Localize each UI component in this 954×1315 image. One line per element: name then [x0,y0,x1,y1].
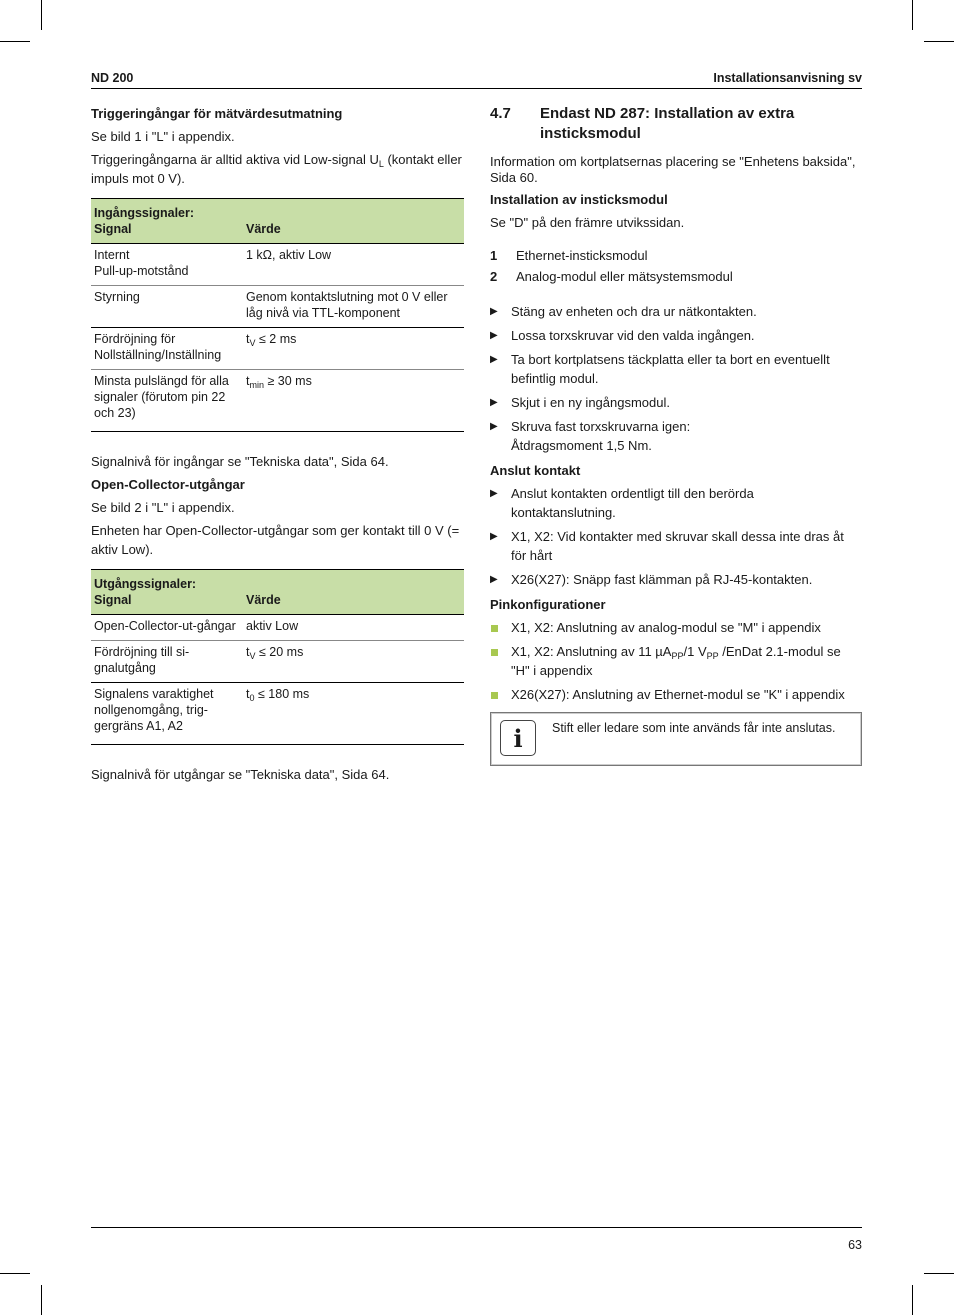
arrow-icon: ▶ [490,397,498,408]
open-collector-desc: Enheten har Open-Collector-utgångar som ger kontakt till 0 V (= aktiv Low). [91,523,460,557]
list-item: 1 Ethernet-insticksmodul [490,248,648,263]
arrow-icon: ▶ [490,330,498,341]
arrow-icon: ▶ [490,488,498,499]
table-header-signal: Ingångssignaler: Signal [91,199,243,244]
input-signals-table [91,198,464,432]
right-column [490,104,862,766]
list-item: ▶ X26(X27): Snäpp fast klämman på RJ-45-kontakten. [490,572,813,587]
page-footer [91,1227,862,1252]
trigger-desc: Triggeringångarna är alltid aktiva vid Low-signal $U_L$ (kontakt eller impuls mot 0 V). [91,152,462,186]
list-item: X1, X2: Anslutning av analog-modul se "M" i appendix [490,618,862,637]
page-header [91,68,862,89]
output-signals-table [91,569,464,745]
table-row: Fördröjning till si-gnalutgång $t_V \le 20$ ms [91,641,464,683]
install-ref: Se "D" på den främre utvikssidan. [490,215,685,230]
info-note [490,712,862,766]
header-doc-name: ND 200 [91,71,134,85]
bullet-icon [490,685,511,704]
slot-info: Information om kortplatsernas placering se "Enhetens baksida", Sida 60. [490,154,856,185]
list-item: X1, X2: Anslutning av 11 µA$_{PP}$/1 $V_{PP}$ /EnDat 2.1-modul se "H" i appendix [490,642,862,680]
table-row: Internt Pull-up-motstånd 1 kΩ, aktiv Low [91,244,464,286]
crop-mark [924,41,954,42]
list-item: ▶ Anslut kontakten ordentligt till den berörda kontaktanslutning. [490,486,754,520]
info-icon: i [500,720,536,756]
install-steps [490,302,862,455]
crop-mark [912,1285,913,1315]
arrow-icon: ▶ [490,354,498,365]
connect-heading: Anslut kontakt [490,463,581,478]
numbered-list [490,246,862,286]
section-heading [490,104,862,144]
pin-config-heading: Pinkonfigurationer [490,597,606,612]
list-item: ▶ Skjut i en ny ingångsmodul. [490,395,670,410]
table-header-value: Värde [243,199,464,244]
list-item: ▶ X1, X2: Vid kontakter med skruvar skall dessa inte dras åt för hårt [490,529,844,563]
header-doc-title: Installationsanvisning sv [713,71,862,85]
table-row: Minsta pulslängd för alla signaler (förutom pin 22 och 23) $t_{min} \ge 30$ ms [91,370,464,432]
arrow-icon: ▶ [490,574,498,585]
pin-config-list [490,618,862,704]
list-item: ▶ Ta bort kortplatsens täckplatta eller ta bort en eventuellt befintlig modul. [490,352,830,386]
note-text: Stift eller ledare som inte används får inte anslutas. [552,721,836,735]
crop-mark [41,0,42,30]
page-number: 63 [848,1238,862,1252]
list-item: ▶ Skruva fast torxskruvarna igen: Åtdragsmoment 1,5 Nm. [490,419,691,453]
left-column [91,104,464,788]
list-item: ▶ Lossa torxskruvar vid den valda ingången. [490,328,755,343]
table-header-value: Värde [243,570,464,615]
arrow-icon: ▶ [490,531,498,542]
crop-mark [0,1273,30,1274]
list-item: ▶ Stäng av enheten och dra ur nätkontakten. [490,304,757,319]
connect-steps [490,484,862,589]
open-collector-heading: Open-Collector-utgångar [91,477,245,492]
table-row: Fördröjning för Nollställning/Inställning $t_V \le 2$ ms [91,328,464,370]
list-item: 2 Analog-modul eller mätsystemsmodul [490,269,733,284]
signal-level-inputs: Signalnivå för ingångar se "Tekniska data", Sida 64. [91,454,389,469]
bullet-icon [490,618,511,637]
open-collector-ref: Se bild 2 i "L" i appendix. [91,500,235,515]
crop-mark [0,41,30,42]
trigger-heading: Triggeringångar för mätvärdesutmatning [91,106,343,121]
section-number: 4.7 [490,105,511,122]
list-item: X26(X27): Anslutning av Ethernet-modul se "K" i appendix [490,685,862,704]
crop-mark [924,1273,954,1274]
table-header-signal: Utgångssignaler: Signal [91,570,243,615]
table-row: Styrning Genom kontaktslutning mot 0 V eller låg nivå via TTL-komponent [91,286,464,328]
table-row: Open-Collector-ut-gångar aktiv Low [91,615,464,641]
bullet-icon [490,642,511,680]
crop-mark [912,0,913,30]
signal-level-outputs: Signalnivå för utgångar se "Tekniska data", Sida 64. [91,767,390,782]
trigger-ref: Se bild 1 i "L" i appendix. [91,129,235,144]
install-heading: Installation av insticksmodul [490,192,668,207]
section-title: Endast ND 287: Installation av extra insticksmodul [540,105,795,142]
arrow-icon: ▶ [490,421,498,432]
arrow-icon: ▶ [490,306,498,317]
crop-mark [41,1285,42,1315]
table-row: Signalens varaktighet nollgenomgång, trig-gergräns A1, A2 $t_0 \le 180$ ms [91,683,464,745]
